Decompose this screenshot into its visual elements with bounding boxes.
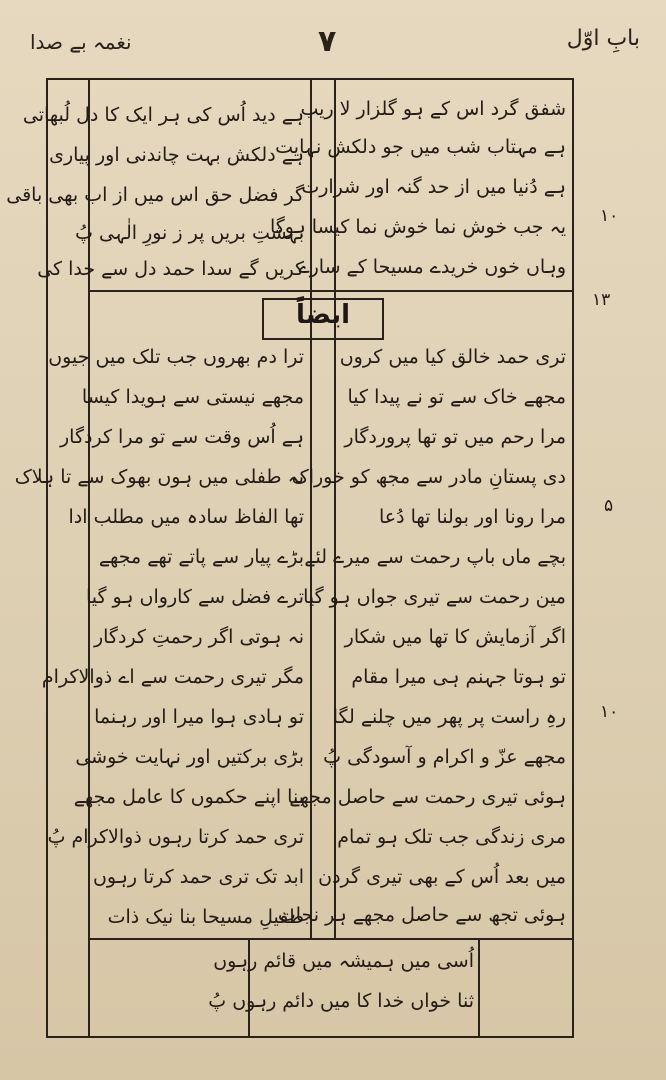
verse-line: یہ جب خوش نما خوش نما کیسا ہوگا — [269, 216, 566, 238]
verse-line: ہے دید اُس کی ہر ایک کا دل لُبھاتی — [22, 104, 304, 126]
verse-line: میں بعد اُس کے بھی تیری گردن — [318, 866, 566, 888]
closing-divider — [88, 938, 572, 940]
verse-line: ہے دلکش بہت چاندنی اور پیاری — [49, 144, 304, 166]
verse-line: تری حمد کرتا رہوں ذوالاکرام پُ — [47, 826, 304, 848]
verse-line: ہوئی تیری رحمت سے حاصل مجھے — [289, 786, 566, 808]
verse-line: تو ہادی ہوا میرا اور رہنما — [94, 706, 304, 728]
verse-line: تو ہوتا جہنم ہی میرا مقام — [351, 666, 566, 688]
section-title: ایضاً — [295, 300, 351, 330]
verse-line: ابد تک تری حمد کرتا رہوں — [92, 866, 304, 888]
verse-line: مجھے نیستی سے ہویدا کیسا — [81, 386, 304, 408]
verse-line: ہے مہتاب شب میں جو دلکش نہایت — [275, 136, 566, 158]
verse-line: رہِ راست پر پھر میں چلنے لگا — [332, 706, 566, 728]
verse-line: وہاں خوں خریدے مسیحا کے سارے — [298, 256, 566, 278]
verse-line: ہوئی تجھ سے حاصل مجھے ہر نجات — [277, 904, 566, 926]
header-page-number: ۷ — [318, 24, 337, 59]
verse-line: بڑے پیار سے پاتے تھے مجھے — [98, 546, 304, 568]
verse-line: بڑی برکتیں اور نہایت خوشی — [75, 746, 304, 768]
verse-number: ۱۳ — [592, 290, 611, 310]
verse-line: مگر تیری رحمت سے اے ذوالاکرام — [41, 666, 304, 688]
closing-verse-line: ثنا خواں خدا کا میں دائم رہوں پُ — [208, 990, 474, 1012]
verse-line: مری زندگی جب تلک ہو تمام — [337, 826, 566, 848]
verse-line: ترے فضل سے کارواں ہو گیا — [85, 586, 304, 608]
verse-number: ۱۰ — [600, 702, 619, 722]
verse-line: ترا دم بھروں جب تلک میں جیوں — [48, 346, 304, 368]
frame-center-rule — [310, 78, 312, 938]
verse-line: بہشتِ بریں پر ز نورِ الٰہی پُ — [75, 222, 304, 244]
header-book-title: نغمہ بے صدا — [30, 30, 132, 54]
verse-number: ۱۰ — [600, 206, 619, 226]
verse-line: مین رحمت سے تیری جواں ہو گیا — [303, 586, 566, 608]
verse-line: بچے ماں باپ رحمت سے میرے لئے — [304, 546, 566, 568]
verse-line: مرا رحم میں تو تھا پروردگار — [344, 426, 566, 448]
section-divider — [88, 290, 572, 292]
verse-line: بنا اپنے حکموں کا عامل مجھے — [73, 786, 304, 808]
header-chapter-title: بابِ اوّل — [566, 26, 640, 51]
verse-line: اگر آزمایش کا تھا میں شکار — [344, 626, 566, 648]
verse-line: دی پستانِ مادر سے مجھ کو خوراک — [291, 466, 566, 488]
verse-line: ہے دُنیا میں از حد گنہ اور شرارت — [301, 176, 566, 198]
verse-line: ہے اُس وقت سے تو مرا کردگار — [60, 426, 304, 448]
closing-verse-line: اُسی میں ہمیشہ میں قائم رہوں — [213, 950, 474, 972]
verse-line: گر فضل حق اس میں از اب بھی باقی — [6, 184, 304, 206]
verse-line: شفق گرد اس کے ہو گلزار لا ریب — [300, 98, 566, 120]
closing-box-right — [478, 938, 480, 1036]
verse-line: تری حمد خالق کیا میں کروں — [339, 346, 566, 368]
frame-bottom-border — [46, 1036, 574, 1038]
verse-line: مجھے خاک سے تو نے پیدا کیا — [347, 386, 566, 408]
verse-number: ۵ — [604, 496, 614, 516]
frame-center-rule-2 — [334, 78, 336, 938]
frame-left-border — [46, 78, 48, 1038]
verse-line: تھا الفاظ سادہ میں مطلب ادا — [68, 506, 304, 528]
verse-line: طفیلِ مسیحا بنا نیک ذات — [107, 906, 304, 928]
verse-line: نہ ہوتی اگر رحمتِ کردگار — [93, 626, 304, 648]
verse-line: مرا رونا اور بولنا تھا دُعا — [378, 506, 566, 528]
verse-line: مجھے عزّ و اکرام و آسودگی پُ — [323, 746, 566, 768]
verse-line: کریں گے سدا حمد دل سے خدا کی — [37, 258, 304, 280]
verse-line: نہ طفلی میں ہوں بھوک سے تا ہلاک — [14, 466, 304, 488]
frame-margin-line-right — [572, 78, 574, 1038]
